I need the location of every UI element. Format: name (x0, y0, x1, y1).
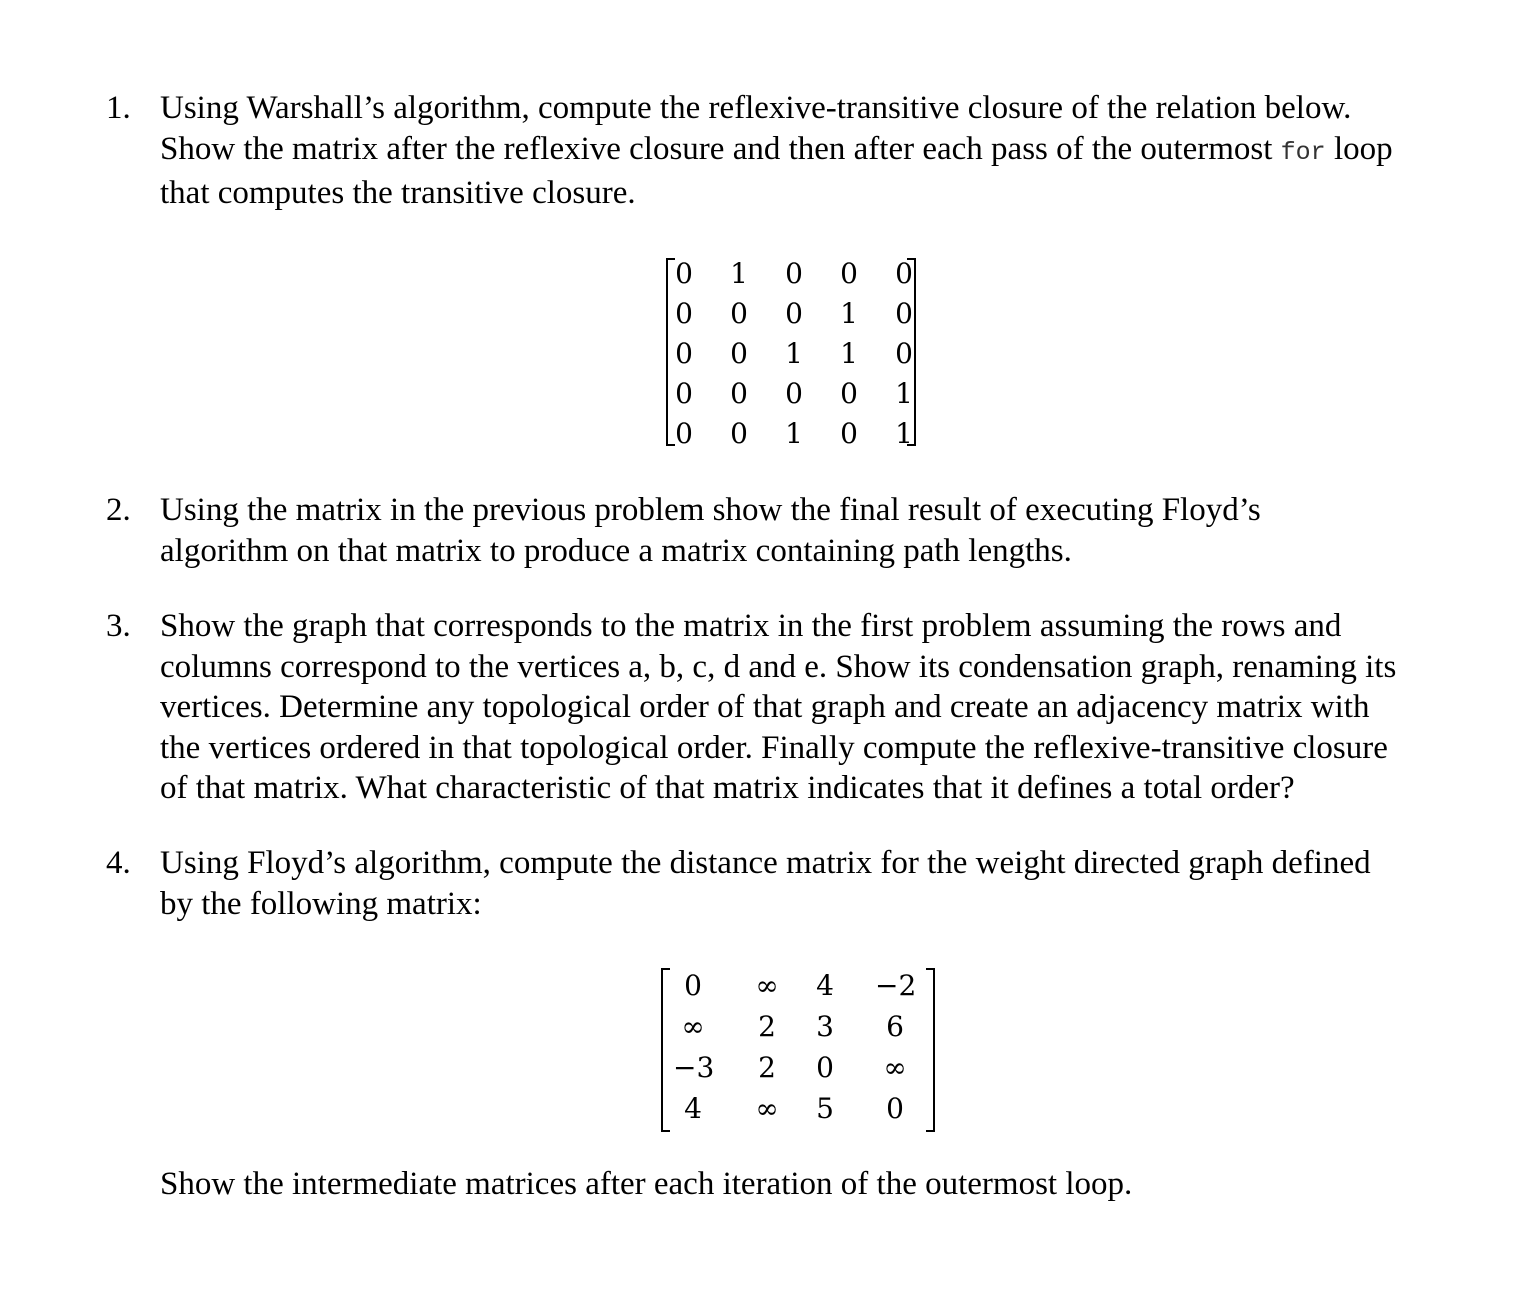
problem-number: 1. (106, 90, 131, 126)
problem-line: that computes the transitive closure. (160, 175, 636, 211)
matrix-cell: 0 (840, 417, 858, 450)
matrix-cell: 4 (684, 1092, 702, 1125)
weight-matrix (655, 962, 945, 1134)
matrix-cell: 0 (730, 337, 748, 370)
problem-number: 4. (106, 845, 131, 881)
matrix-cell: 0 (840, 377, 858, 410)
problem-line: algorithm on that matrix to produce a matrix containing path lengths. (160, 532, 1072, 569)
matrix-cell: 1 (785, 337, 803, 370)
matrix-cell: 1 (895, 417, 913, 450)
problem-line: Show the graph that corresponds to the matrix in the first problem assuming the rows and (160, 608, 1342, 644)
matrix-cell: 0 (895, 337, 913, 370)
problem-text (160, 88, 1393, 214)
matrix-cell: 2 (758, 1010, 776, 1043)
matrix-cell: 0 (785, 257, 803, 290)
matrix-cell: 0 (785, 297, 803, 330)
matrix-cell: 0 (730, 377, 748, 410)
matrix-cell: 0 (675, 257, 693, 290)
matrix-cell: 1 (785, 417, 803, 450)
matrix-cell: 5 (816, 1092, 834, 1125)
problem-line: vertices. Determine any topological order of that graph and create an adjacency matrix with (160, 689, 1370, 725)
matrix-cell: 3 (816, 1010, 834, 1043)
matrix-cell: 0 (886, 1092, 904, 1125)
matrix-cell: 0 (730, 417, 748, 450)
matrix-cell: 1 (895, 377, 913, 410)
matrix-cell: ∞ (755, 1092, 779, 1125)
matrix-cell: ∞ (681, 1010, 705, 1043)
closing-text: Show the intermediate matrices after each iteration of the outermost loop. (160, 1166, 1133, 1202)
matrix-cell: 0 (816, 1051, 834, 1084)
matrix-cell: 0 (675, 337, 693, 370)
problem-text (160, 490, 1261, 571)
problem-number: 2. (106, 492, 131, 528)
matrix-cell: 0 (675, 377, 693, 410)
problem-line: by the following matrix: (160, 885, 482, 922)
matrix-cell: 6 (886, 1010, 904, 1043)
matrix-cell: 0 (675, 417, 693, 450)
problem-line: Using the matrix in the previous problem show the final result of executing Floyd’s (160, 492, 1261, 528)
matrix-cell: 0 (684, 969, 702, 1002)
relation-matrix (660, 252, 920, 448)
matrix-cell: ∞ (883, 1051, 907, 1084)
problem-line: Using Warshall’s algorithm, compute the reflexive-transitive closure of the relation below. (160, 90, 1352, 126)
matrix-cell: 4 (816, 969, 834, 1002)
problem-text (160, 606, 1396, 809)
problem-line (160, 129, 1393, 174)
matrix-cell: ∞ (755, 969, 779, 1002)
problem-line: columns correspond to the vertices a, b, c, d and e. Show its condensation graph, renaming its (160, 648, 1397, 685)
left-bracket (661, 968, 670, 1132)
matrix-cell: 1 (840, 297, 858, 330)
matrix-cell: −3 (673, 1051, 715, 1084)
problem-number: 3. (106, 608, 131, 644)
matrix-cell: −2 (875, 969, 917, 1002)
problem-line: of that matrix. What characteristic of that matrix indicates that it defines a total order? (160, 770, 1295, 806)
matrix-cell: 1 (730, 257, 748, 290)
text-run: loop (1325, 130, 1393, 167)
problem-line: Using Floyd’s algorithm, compute the distance matrix for the weight directed graph defined (160, 845, 1371, 881)
matrix-cell: 2 (758, 1051, 776, 1084)
right-bracket (926, 968, 935, 1132)
matrix-cell: 0 (895, 297, 913, 330)
text-run: Show the matrix after the reflexive closure and then after each pass of the outermost (160, 130, 1281, 167)
matrix-cell: 0 (730, 297, 748, 330)
matrix-cell: 0 (840, 257, 858, 290)
matrix-cell: 0 (675, 297, 693, 330)
closing-text-wrap (160, 1164, 1132, 1205)
problem-text (160, 843, 1371, 924)
matrix-cell: 0 (785, 377, 803, 410)
matrix-cell: 0 (895, 257, 913, 290)
matrix-cell: 1 (840, 337, 858, 370)
problem-line: the vertices ordered in that topological order. Finally compute the reflexive-transitive closure (160, 729, 1388, 766)
code-keyword: for (1280, 137, 1326, 167)
